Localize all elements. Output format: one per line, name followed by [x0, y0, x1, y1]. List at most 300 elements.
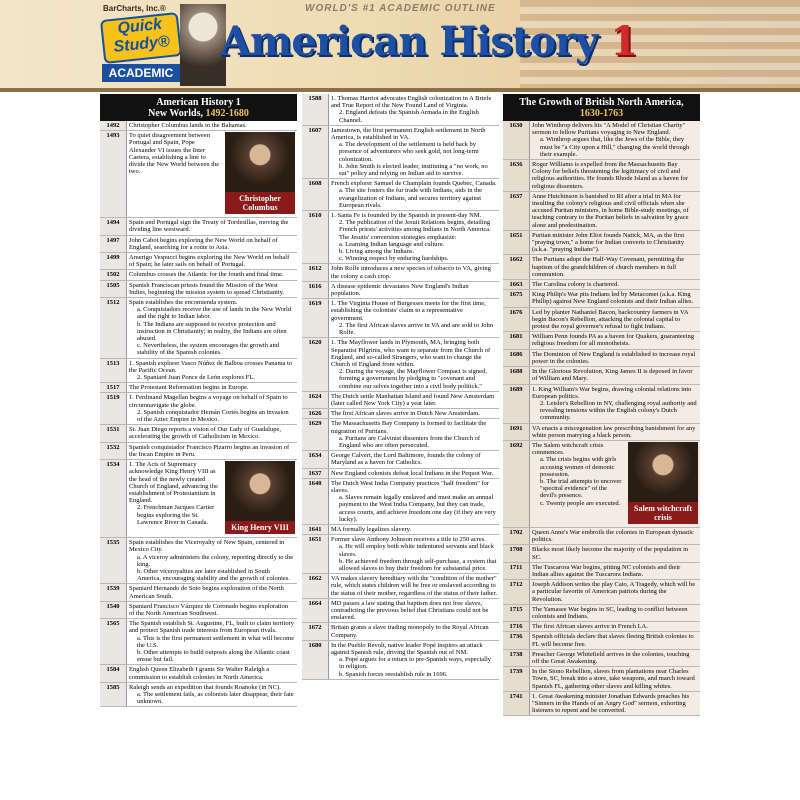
- publisher-label: BarCharts, Inc.®: [103, 4, 166, 13]
- timeline-table-1: [100, 121, 297, 707]
- timeline-row: [302, 281, 499, 298]
- timeline-entry: [127, 235, 298, 252]
- timeline-row: [302, 94, 499, 125]
- timeline-row: [100, 218, 297, 235]
- timeline-entry: [329, 179, 500, 211]
- timeline-row: [100, 665, 297, 682]
- entry-subitem: a. A viceroy administers the colony, reporting directly to the king.: [137, 553, 294, 568]
- entry-subitem: a. Conquistadors receive the use of lands in the New World and the right to Indian labor.: [137, 306, 292, 321]
- timeline-row: [100, 682, 297, 707]
- timeline-year: 1494: [100, 218, 127, 235]
- page-title: [220, 12, 637, 72]
- timeline-entry: [127, 584, 298, 601]
- timeline-row: [503, 604, 700, 621]
- entry-text: The Puritans adopt the Half-Way Covenant, permitting the baptism of the grandchildren of church members in full communion.: [532, 256, 685, 278]
- entry-text: Columbus crosses the Atlantic for the fourth and final time.: [129, 271, 284, 279]
- entry-text: French explorer Samuel de Champlain founds Quebec, Canada.: [331, 180, 497, 188]
- entry-text: The Dutch West India Company practices "half freedom" for slaves.: [331, 479, 490, 494]
- timeline-year: 1532: [100, 442, 127, 459]
- image-caption: King Henry VIII: [225, 521, 295, 534]
- timeline-row: [302, 409, 499, 419]
- title-number: 1: [610, 18, 638, 65]
- timeline-year: 1531: [100, 425, 127, 442]
- timeline-entry: [127, 393, 298, 425]
- timeline-entry: [127, 218, 298, 235]
- timeline-year: 1497: [100, 235, 127, 252]
- timeline-entry: [530, 230, 701, 255]
- timeline-year: 1493: [100, 131, 127, 218]
- column-1-dates: 1492-1680: [205, 108, 249, 119]
- entry-text: Spanish officials declare that slaves fleeing British colonies to FL will become free.: [532, 633, 694, 648]
- timeline-row: [302, 299, 499, 338]
- timeline-entry: [127, 665, 298, 682]
- timeline-year: 1534: [100, 460, 127, 538]
- entry-text: A disease epidemic devastates New England's Indian population.: [331, 282, 469, 298]
- timeline-entry: [329, 535, 500, 574]
- entry-subitem: a. Slaves remain legally enslaved and must make an annual payment to the West India Company, but they can trade, access courts, and achieve freedom one day (if they are very lucky).: [339, 494, 496, 523]
- timeline-row: [100, 383, 297, 393]
- timeline-row: [100, 584, 297, 601]
- timeline-entry: [329, 391, 500, 408]
- timeline-entry: [530, 160, 701, 192]
- entry-subitem: 2. The first African slaves arrive in VA and are sold to John Rolfe.: [339, 321, 493, 337]
- timeline-row: [100, 270, 297, 280]
- timeline-row: [503, 160, 700, 192]
- timeline-row: [302, 451, 499, 468]
- entry-text: Spaniard Hernando de Soto begins exploration of the North American South.: [129, 585, 284, 600]
- timeline-entry: [530, 349, 701, 366]
- entry-text: Blacks most likely become the majority of the population in SC.: [532, 546, 689, 561]
- timeline-row: [302, 524, 499, 534]
- timeline-year: 1636: [503, 160, 530, 192]
- timeline-entry: [530, 384, 701, 423]
- entry-text: 1. King William's War begins, drawing colonial relations into European politics.: [532, 385, 692, 400]
- timeline-row: [302, 211, 499, 264]
- image-caption: Salem witchcraft crisis: [628, 502, 698, 524]
- entry-text: 1. The Virginia House of Burgesses meets for the first time, establishing the colonists' claim to a representative government.: [331, 300, 486, 322]
- entry-text: King Philip's War pits Indians led by Metacomet (a.k.a. King Phillip) against New England colonists and their Indian allies.: [532, 291, 694, 306]
- timeline-row: [503, 280, 700, 290]
- timeline-entry: [530, 580, 701, 605]
- entry-subitem: 2. Spaniard Juan Ponce de León explores FL.: [137, 374, 255, 382]
- timeline-row: [100, 235, 297, 252]
- timeline-row: [503, 649, 700, 666]
- timeline-entry: [329, 94, 500, 125]
- entry-text: 1. The Mayflower lands in Plymouth, MA, bringing both Separatist Pilgrims, who want to separate from the Church of England, and so-called Strangers, who want to change the Church of England from within.: [331, 339, 491, 368]
- entry-text: In the Stono Rebellion, slaves from plantations near Charles Town, SC, break into a store, take weapons, and march toward Spanish FL, gathering other slaves and killing whites.: [532, 668, 695, 690]
- entry-text: Queen Anne's War embroils the colonies in European dynastic politics.: [532, 528, 694, 544]
- entry-text: The Protestant Reformation begins in Europe.: [129, 384, 249, 392]
- entry-text: MD passes a law stating that baptism does not free slaves, contradicting the previous belief that Christians could not be enslaved.: [331, 599, 489, 622]
- timeline-entry: [329, 211, 500, 264]
- timeline-year: 1680: [302, 640, 329, 679]
- entry-text: Raleigh sends an expedition that founds Roanoke (in NC).: [129, 683, 281, 691]
- timeline-entry: [530, 691, 701, 716]
- timeline-table-3: [503, 121, 700, 716]
- timeline-year: 1662: [302, 574, 329, 599]
- timeline-entry: [127, 383, 298, 393]
- timeline-row: [503, 384, 700, 423]
- timeline-row: [503, 440, 700, 527]
- timeline-entry: [329, 574, 500, 599]
- timeline-entry: [530, 604, 701, 621]
- image-caption: Christopher Columbus: [225, 192, 295, 214]
- timeline-row: [503, 691, 700, 716]
- timeline-row: [302, 535, 499, 574]
- entry-subitem: b. The Indians are supposed to receive protection and instruction in Christianity; in reality, the Indians are often abused.: [137, 320, 287, 343]
- timeline-entry: [127, 619, 298, 665]
- title-text: American History: [220, 18, 598, 65]
- entry-text: MA formally legalizes slavery.: [331, 525, 412, 533]
- timeline-entry: [329, 409, 500, 419]
- timeline-entry: [530, 527, 701, 544]
- timeline-row: [100, 460, 297, 538]
- column-1-title: American History 1: [156, 97, 241, 108]
- timeline-year: 1689: [503, 384, 530, 423]
- entry-text: The Dutch settle Manhattan Island and found New Amsterdam (later called New York City) a year later.: [331, 392, 495, 407]
- timeline-entry: [127, 280, 298, 297]
- entry-text: St. Juan Diego reports a vision of Our Lady of Guadalupe, accelerating the growth of Catholicism in Mexico.: [129, 426, 281, 441]
- timeline-entry: [530, 121, 701, 160]
- timeline-row: [302, 598, 499, 623]
- timeline-row: [302, 574, 499, 599]
- entry-text: The first African slaves arrive in French LA.: [532, 623, 648, 631]
- timeline-row: [503, 667, 700, 692]
- entry-text: Preacher George Whitefield arrives in the colonies, touching off the Great Awakening.: [532, 650, 690, 665]
- column-colonization: [302, 94, 499, 800]
- entry-text: Led by planter Nathaniel Bacon, backcountry farmers in VA begin Bacon's Rebellion, attacking the colonial capital to protest the royal governor's refusal to fight Indians.: [532, 308, 689, 331]
- entry-text: Puritan minister John Eliot founds Natick, MA, as the first "praying town," a home for Indian converts to Christianity (a.k.a. "praying Indians").: [532, 231, 685, 254]
- timeline-year: 1738: [503, 649, 530, 666]
- column-new-worlds: [100, 94, 297, 800]
- timeline-year: 1612: [302, 264, 329, 281]
- timeline-entry: [127, 253, 298, 270]
- timeline-row: [302, 264, 499, 281]
- timeline-year: 1607: [302, 125, 329, 178]
- entry-subitem: b. Spanish forces reestablish rule in 1696.: [339, 670, 448, 678]
- portrait-image: [225, 132, 295, 192]
- timeline-year: 1712: [503, 580, 530, 605]
- entry-text: The Spanish establish St. Augustine, FL, built to claim territory and protect Spanish trade interests from European rivals.: [129, 620, 295, 635]
- timeline-year: 1716: [503, 622, 530, 632]
- entry-subitem: c. Nevertheless, the system encourages the growth and stability of the Spanish colonies.: [137, 342, 280, 357]
- timeline-row: [302, 623, 499, 640]
- column-3-title: The Growth of British North America,: [519, 97, 684, 108]
- entry-text: The Yamasee War begins in SC, leading to conflict between colonists and Indians.: [532, 605, 688, 620]
- timeline-year: 1641: [302, 524, 329, 534]
- timeline-year: 1616: [302, 281, 329, 298]
- entry-text: The Massachusetts Bay Company is formed to facilitate the migration of Puritans.: [331, 420, 487, 435]
- entry-subitem: a. Winthrop argues that, like the Jews of the Bible, they must be "a City upon a Hill," changing the world through their example.: [540, 136, 690, 158]
- entry-text: William Penn founds PA as a haven for Quakers, guaranteeing religious freedom for all monotheists.: [532, 333, 694, 348]
- entry-subitem: a. The development of the settlement is held back by presence of adventurers who seek gold, not long-term colonization.: [339, 141, 479, 163]
- timeline-year: 1608: [302, 179, 329, 211]
- entry-text: The Dominion of New England is established to increase royal power in the colonies.: [532, 350, 696, 365]
- timeline-year: 1584: [100, 665, 127, 682]
- timeline-year: 1715: [503, 604, 530, 621]
- timeline-entry: [127, 425, 298, 442]
- entry-text: Spain and Portugal sign the Treaty of Tordesillas, moving the dividing line westward.: [129, 219, 289, 234]
- entry-subitem: b. Other attempts to build outposts along the Atlantic coast ensue but fail.: [137, 648, 290, 664]
- timeline-year: 1663: [503, 280, 530, 290]
- timeline-year: 1651: [302, 535, 329, 574]
- entry-subitem: a. The settlement fails, as colonists later disappear, their fate unknown.: [137, 690, 294, 706]
- timeline-year: 1741: [503, 691, 530, 716]
- timeline-entry: [530, 307, 701, 332]
- timeline-row: [503, 191, 700, 230]
- salem-witchcraft-image: [628, 442, 698, 524]
- entry-subitem: a. Puritans are Calvinist dissenters from the Church of England who are often persecuted.: [339, 434, 480, 449]
- timeline-year: 1585: [100, 682, 127, 707]
- timeline-row: [503, 230, 700, 255]
- timeline-entry: [530, 280, 701, 290]
- timeline-entry: [530, 255, 701, 280]
- timeline-year: 1675: [503, 290, 530, 307]
- timeline-entry: [329, 524, 500, 534]
- academic-label: ACADEMIC: [102, 64, 180, 82]
- entry-subitem: b. The trial attempts to uncover "spectral evidence" of the devil's presence.: [540, 477, 622, 500]
- timeline-year: 1540: [100, 601, 127, 618]
- entry-text: New England colonists defeat local Indians in the Pequot War.: [331, 469, 494, 477]
- timeline-row: [100, 619, 297, 665]
- page-margin: [700, 94, 800, 800]
- entry-subitem: 2. Spanish conquistador Hernán Cortés begins an invasion of the Aztec Empire in Mexico.: [137, 408, 289, 424]
- entry-text: John Winthrop delivers his "A Model of Christian Charity" sermon to fellow Puritans voyaging to New England.: [532, 122, 686, 137]
- timeline-row: [100, 358, 297, 383]
- entry-text: The Tuscarora War begins, pitting NC colonists and their Indian allies against the Tuscarora Indians.: [532, 563, 681, 578]
- entry-text: 1. Spanish explorer Vasco Núñez de Balboa crosses Panama to the Pacific Ocean.: [129, 359, 293, 374]
- portrait-image: [225, 461, 295, 521]
- timeline-row: [100, 131, 297, 218]
- timeline-year: 1588: [302, 94, 329, 125]
- entry-text: 1. Great Awakening minister Jonathan Edwards preaches his "Sinners in the Hands of an Angry God" sermon, exhorting listeners to repent and be converted.: [532, 692, 690, 715]
- timeline-row: [503, 255, 700, 280]
- timeline-year: 1739: [503, 667, 530, 692]
- entry-subitem: b. Living among the Indians.: [339, 248, 415, 256]
- timeline-row: [302, 391, 499, 408]
- timeline-year: 1492: [100, 121, 127, 131]
- timeline-row: [503, 332, 700, 349]
- timeline-row: [302, 338, 499, 391]
- timeline-row: [503, 121, 700, 160]
- entry-text: VA enacts a miscegenation law prescribing banishment for any white person marrying a black person.: [532, 424, 696, 439]
- column-3-heading: [503, 94, 700, 121]
- portrait-image: [628, 442, 698, 502]
- entry-text: Amerigo Vespucci begins exploring the New World on behalf of Spain; he later sails on behalf of Portugal.: [129, 254, 290, 269]
- quick-study-logo: Quick Study®: [100, 12, 182, 64]
- timeline-year: 1565: [100, 619, 127, 665]
- timeline-year: 1513: [100, 358, 127, 383]
- timeline-year: 1517: [100, 383, 127, 393]
- timeline-year: 1620: [302, 338, 329, 391]
- timeline-year: 1626: [302, 409, 329, 419]
- timeline-entry: [127, 270, 298, 280]
- timeline-entry: [329, 478, 500, 524]
- entry-subitem: a. Popé argues for a return to pre-Spanish ways, especially in religion.: [339, 656, 492, 671]
- timeline-year: 1637: [503, 191, 530, 230]
- entry-text: To quiet disagreement between Portugal and Spain, Pope Alexander VI issues the Inter Caetera, establishing a line to divide the New World between the two.: [129, 132, 220, 176]
- timeline-row: [503, 580, 700, 605]
- timeline-row: [503, 349, 700, 366]
- timeline-entry: [530, 545, 701, 562]
- entry-text: Anne Hutchinson is banished to RI after a trial in MA for insulting the colony's religious and civil officials when she accused Puritan ministers, in home Bible-study meetings, of teaching contrary to the Puritan beliefs in salvation by grace alone and predestination.: [532, 192, 689, 229]
- timeline-year: 1539: [100, 584, 127, 601]
- henry-viii-image: [225, 461, 295, 534]
- timeline-row: [100, 253, 297, 270]
- timeline-row: [100, 121, 297, 131]
- timeline-row: [100, 393, 297, 425]
- timeline-year: 1686: [503, 349, 530, 366]
- timeline-entry: [329, 419, 500, 451]
- entry-text: 1. Ferdinand Magellan begins a voyage on behalf of Spain to circumnavigate the globe.: [129, 394, 288, 409]
- entry-text: John Cabot begins exploring the New World on behalf of England, searching for a route to Asia.: [129, 236, 278, 251]
- timeline-year: 1630: [503, 121, 530, 160]
- timeline-row: [100, 442, 297, 459]
- entry-subitem: c. Twenty people are executed.: [540, 499, 621, 507]
- timeline-year: 1664: [302, 598, 329, 623]
- timeline-row: [503, 622, 700, 632]
- timeline-entry: [329, 640, 500, 679]
- timeline-row: [503, 423, 700, 440]
- entry-subitem: a. He will employ both white indentured servants and black slaves.: [339, 543, 494, 558]
- entry-subitem: a. The site fosters the fur trade with Indians, aids in the evangelization of Indians, and secures territory against European rivals.: [339, 187, 483, 209]
- timeline-row: [302, 468, 499, 478]
- entry-text: 1. Santa Fe is founded by the Spanish in present-day NM.: [331, 212, 482, 220]
- entry-text: Spain establishes the encomienda system.: [129, 299, 238, 307]
- timeline-row: [503, 562, 700, 579]
- timeline-row: [100, 298, 297, 359]
- timeline-entry: [329, 451, 500, 468]
- timeline-entry: [530, 290, 701, 307]
- timeline-year: 1640: [302, 478, 329, 524]
- timeline-year: 1512: [100, 298, 127, 359]
- entry-text: In the Glorious Revolution, King James II is deposed in favor of William and Mary.: [532, 368, 693, 383]
- timeline-entry: [530, 562, 701, 579]
- entry-text: Spaniard Francisco Vázquez de Coronado begins exploration of the North American Southwest.: [129, 602, 289, 617]
- timeline-entry: [127, 358, 298, 383]
- timeline-year: 1702: [503, 527, 530, 544]
- timeline-year: 1610: [302, 211, 329, 264]
- entry-text: Britain grants a slave trading monopoly to the Royal African Company.: [331, 624, 489, 639]
- timeline-entry: [530, 667, 701, 692]
- timeline-row: [302, 125, 499, 178]
- timeline-year: 1691: [503, 423, 530, 440]
- timeline-entry: [127, 682, 298, 707]
- entry-text: Roger Williams is expelled from the Massachusetts Bay Colony for beliefs threatening the legitimacy of civil and religious authorities. He founds Rhode Island as a haven for religious dissenters.: [532, 161, 688, 190]
- column-3-dates: 1630-1763: [579, 108, 624, 119]
- entry-subitem: b. Other viceroyalties are later established in South America, encouraging stability and the growth of colonies.: [137, 567, 290, 583]
- timeline-entry: [329, 338, 500, 391]
- timeline-year: 1499: [100, 253, 127, 270]
- timeline-year: 1634: [302, 451, 329, 468]
- entry-text: Jamestown, the first permanent English settlement in North America, is established in VA.: [331, 126, 486, 142]
- timeline-year: 1688: [503, 367, 530, 384]
- timeline-row: [100, 280, 297, 297]
- timeline-year: 1505: [100, 280, 127, 297]
- timeline-entry: [329, 299, 500, 338]
- timeline-entry: [530, 632, 701, 649]
- entry-subitem: 2. Frenchman Jacques Cartier begins exploring the St. Lawrence River in Canada.: [137, 504, 215, 526]
- timeline-row: [503, 290, 700, 307]
- timeline-row: [503, 367, 700, 384]
- timeline-year: 1519: [100, 393, 127, 425]
- timeline-entry: [329, 281, 500, 298]
- timeline-row: [302, 179, 499, 211]
- timeline-entry: [329, 623, 500, 640]
- timeline-year: 1672: [302, 623, 329, 640]
- entry-subitem: c. Winning respect by enduring hardships.: [339, 255, 449, 263]
- entry-text: VA makes slavery hereditary with the "condition of the mother" rule, which states children will be free or enslaved according to the status of their mother, regardless of the status of their father.: [331, 575, 497, 597]
- timeline-year: 1637: [302, 468, 329, 478]
- timeline-row: [302, 478, 499, 524]
- timeline-row: [100, 538, 297, 584]
- timeline-entry: [329, 598, 500, 623]
- entry-text: Spanish conquistador Francisco Pizarro begins an invasion of the Incan Empire in Peru.: [129, 443, 290, 458]
- timeline-year: 1624: [302, 391, 329, 408]
- timeline-row: [503, 307, 700, 332]
- timeline-year: 1711: [503, 562, 530, 579]
- timeline-row: [100, 601, 297, 618]
- timeline-entry: [530, 332, 701, 349]
- timeline-row: [302, 640, 499, 679]
- entry-text: 1. The Acts of Supremacy acknowledge King Henry VIII as the head of the newly created Church of England, advancing the establishment of Protestantism in England.: [129, 461, 218, 505]
- entry-subitem: a. This is the first permanent settlement in what will become the U.S.: [137, 634, 295, 649]
- timeline-entry: [530, 423, 701, 440]
- timeline-year: 1692: [503, 440, 530, 527]
- entry-text: The Salem witchcraft crisis commences.: [532, 441, 604, 457]
- timeline-entry: [127, 460, 298, 538]
- timeline-entry: [329, 264, 500, 281]
- columbus-image: [225, 132, 295, 214]
- timeline-entry: [127, 538, 298, 584]
- entry-text: The first African slaves arrive in Dutch New Amsterdam.: [331, 410, 480, 418]
- timeline-year: 1629: [302, 419, 329, 451]
- entry-text: The Carolina colony is chartered.: [532, 281, 619, 289]
- entry-subitem: 2. England defeats the Spanish Armada in the English Channel.: [339, 109, 479, 124]
- entry-text: Joseph Addison writes the play Cato, A Tragedy, which will be a particular favorite of American patriots during the Revolution.: [532, 581, 696, 603]
- entry-text: John Rolfe introduces a new species of tobacco to VA, giving the colony a cash crop.: [331, 265, 491, 280]
- entry-text: English Queen Elizabeth I grants Sir Walter Raleigh a commission to establish colonies in North America.: [129, 666, 270, 681]
- column-1-subtitle: New Worlds,: [148, 108, 206, 119]
- timeline-entry: [127, 298, 298, 359]
- timeline-row: [302, 419, 499, 451]
- timeline-row: [503, 632, 700, 649]
- timeline-entry: [530, 367, 701, 384]
- entry-subitem: 2. The publication of the Jesuit Relations begins, detailing French priests' activities among Indians in North America. The Jesuits' conversion strategies emphasize:: [339, 219, 491, 241]
- entry-text: Spain establishes the Viceroyalty of New Spain, centered in Mexico City.: [129, 539, 285, 554]
- timeline-year: 1662: [503, 255, 530, 280]
- entry-subitem: a. The crisis begins with girls accusing women of demonic possession.: [540, 456, 617, 478]
- timeline-entry: [127, 131, 298, 218]
- timeline-entry: [530, 622, 701, 632]
- timeline-year: 1502: [100, 270, 127, 280]
- timeline-entry: [329, 468, 500, 478]
- timeline-year: 1681: [503, 332, 530, 349]
- column-1-heading: [100, 94, 297, 121]
- timeline-entry: [530, 440, 701, 527]
- timeline-entry: [127, 121, 298, 131]
- timeline-table-2: [302, 94, 499, 680]
- timeline-year: 1676: [503, 307, 530, 332]
- timeline-year: 1736: [503, 632, 530, 649]
- entry-subitem: b. John Smith is elected leader, instituting a "no work, no eat" policy and relying on Indian aid to survive.: [339, 162, 488, 178]
- entry-text: Christopher Columbus lands in the Bahamas.: [129, 122, 247, 129]
- timeline-entry: [329, 125, 500, 178]
- timeline-year: 1619: [302, 299, 329, 338]
- entry-text: Spanish Franciscan priests found the Mission of the West Indies, beginning the mission system to spread Christianity.: [129, 281, 285, 296]
- header-divider: [0, 88, 800, 92]
- column-british-north-america: [503, 94, 700, 800]
